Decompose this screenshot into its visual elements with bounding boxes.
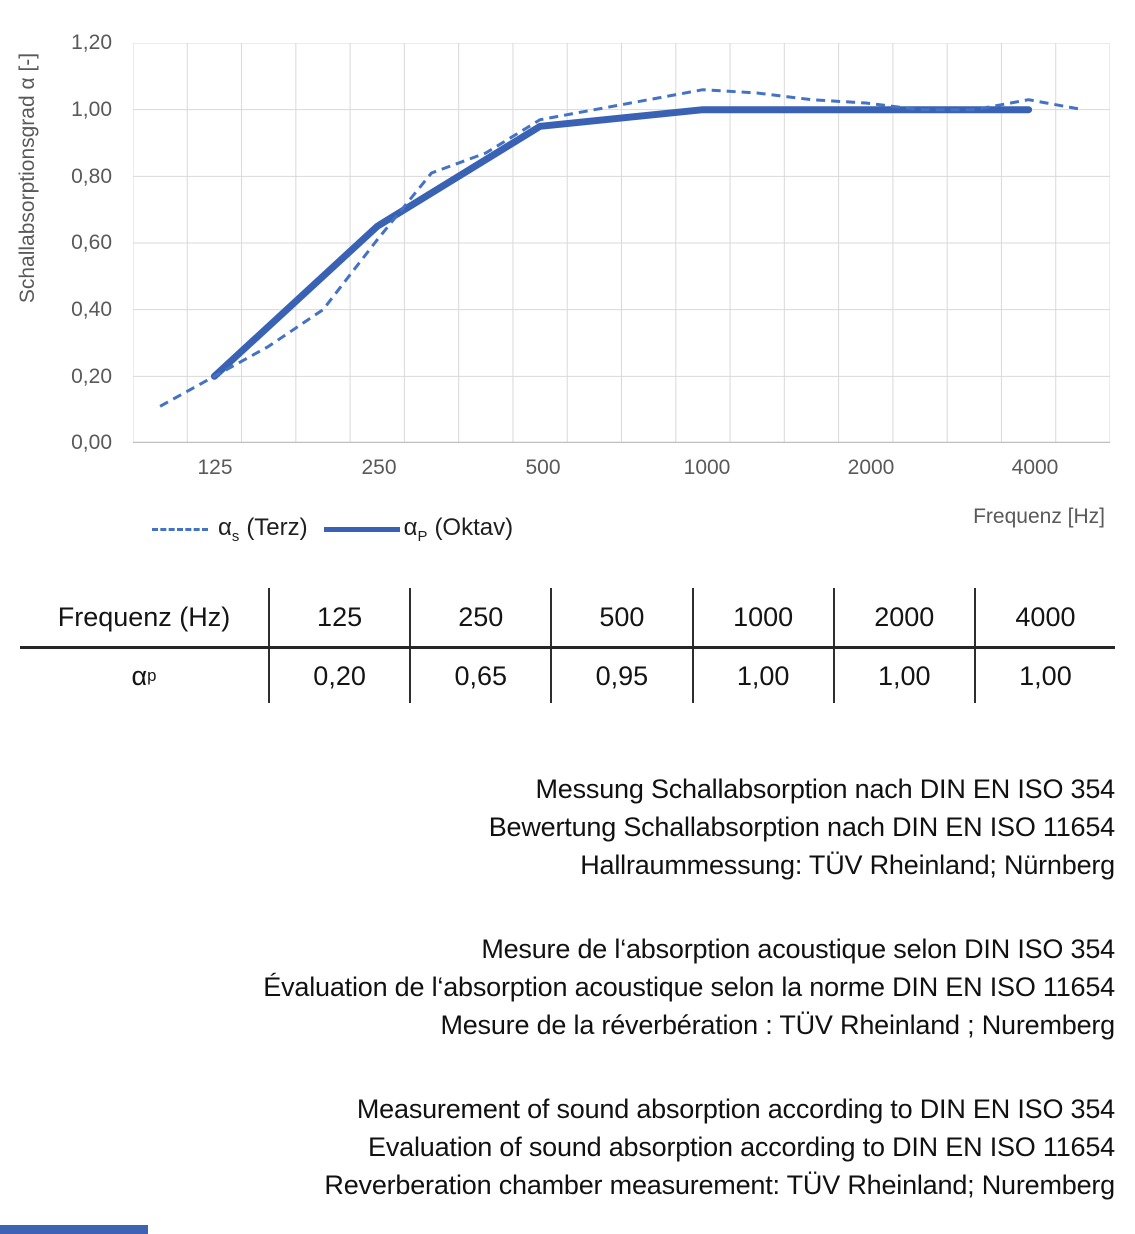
note-line: Evaluation of sound absorption according to DIN EN ISO 11654 [368, 1132, 1115, 1162]
absorption-data-table [20, 588, 1115, 703]
note-line: Hallraummessung: TÜV Rheinland; Nürnberg [580, 850, 1115, 880]
table-value-cell: 0,65 [409, 649, 550, 703]
table-header-cell: 250 [409, 588, 550, 646]
table-value-cell: 1,00 [974, 649, 1115, 703]
table-row-label-alpha-p: α p [131, 660, 157, 691]
note-line: Mesure de la réverbération : TÜV Rheinland ; Nuremberg [440, 1010, 1115, 1040]
table-header-cell: 2000 [833, 588, 974, 646]
legend-item-oktav [324, 514, 513, 545]
table-header-cell: 125 [268, 588, 409, 646]
table-value-cell: 1,00 [692, 649, 833, 703]
table-values-row [20, 649, 1115, 703]
y-tick-label: 0,60 [71, 231, 112, 254]
y-tick-label: 1,20 [71, 31, 112, 54]
y-axis-title: Schallabsorptionsgrad α [-] [16, 52, 39, 304]
table-value-cell: 0,20 [268, 649, 409, 703]
y-tick-label: 0,00 [71, 431, 112, 454]
note-line: Reverberation chamber measurement: TÜV Rheinland; Nuremberg [324, 1170, 1115, 1200]
y-tick-label: 0,40 [71, 298, 112, 321]
x-axis-title: Frequenz [Hz] [973, 505, 1105, 528]
x-tick-label: 125 [197, 456, 233, 479]
notes-french [0, 930, 1115, 1044]
absorption-line-chart [133, 43, 1110, 443]
y-tick-label: 1,00 [71, 98, 112, 121]
note-line: Bewertung Schallabsorption nach DIN EN ISO 11654 [488, 812, 1115, 842]
note-line: Évaluation de l‘absorption acoustique selon la norme DIN EN ISO 11654 [263, 972, 1115, 1002]
solid-line-sample [324, 527, 400, 532]
notes-english [0, 1090, 1115, 1204]
legend-item-terz [152, 514, 308, 545]
table-header-cell: 1000 [692, 588, 833, 646]
legend-label-terz: $\alpha_s$ (Terz) [218, 514, 308, 545]
dashed-line-sample [152, 528, 208, 531]
x-tick-label: 4000 [1011, 456, 1059, 479]
y-tick-label: 0,80 [71, 165, 112, 188]
note-line: Messung Schallabsorption nach DIN EN ISO 354 [535, 774, 1115, 804]
table-header-cell: 4000 [974, 588, 1115, 646]
x-tick-label: 500 [525, 456, 561, 479]
y-tick-label: 0,20 [71, 365, 112, 388]
x-tick-label: 2000 [847, 456, 895, 479]
footer-accent-bar [0, 1225, 148, 1234]
chart-legend [152, 514, 513, 545]
legend-label-oktav: $\alpha_P$ (Oktav) [403, 514, 514, 545]
table-value-cell: 1,00 [833, 649, 974, 703]
x-tick-label: 250 [361, 456, 397, 479]
table-value-cell: 0,95 [550, 649, 691, 703]
note-line: Mesure de l‘absorption acoustique selon DIN ISO 354 [481, 934, 1115, 964]
table-header-cell: 500 [550, 588, 691, 646]
table-header-row [20, 588, 1115, 649]
x-tick-label: 1000 [683, 456, 731, 479]
note-line: Measurement of sound absorption according to DIN EN ISO 354 [356, 1094, 1115, 1124]
notes-german [0, 770, 1115, 884]
table-header-frequency: Frequenz (Hz) [57, 601, 231, 632]
